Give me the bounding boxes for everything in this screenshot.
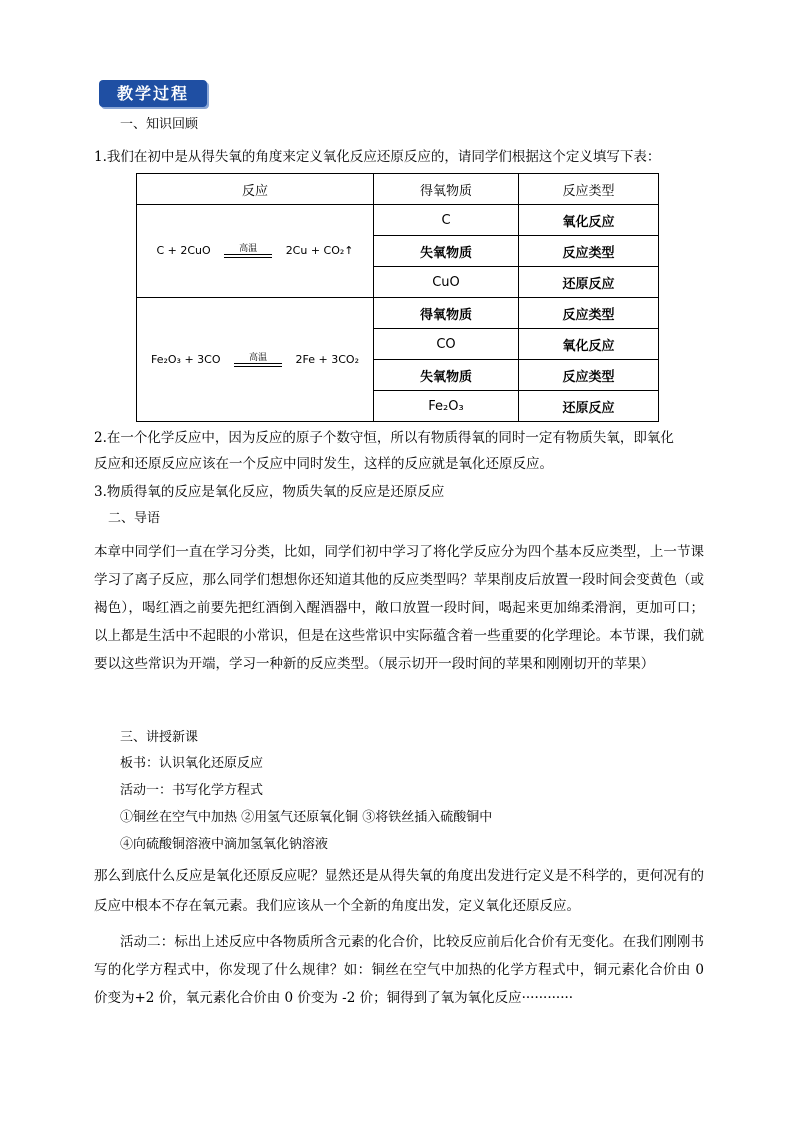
table-cell: C [374, 205, 519, 236]
equation-1 [137, 205, 374, 298]
table-row [137, 298, 659, 329]
table-header-row [137, 174, 659, 205]
table-cell: CuO [374, 267, 519, 298]
table-header: 反应类型 [519, 174, 659, 205]
table-cell: 氧化反应 [519, 329, 659, 360]
table-cell: 反应类型 [519, 360, 659, 391]
introduction-paragraph: 本章中同学们一直在学习分类，比如，同学们初中学习了将化学反应分为四个基本反应类型，上一节课学习了离子反应，那么同学们想想你还知道其他的反应类型吗？苹果削皮后放置一段时间会变黄色（或褐色），喝红酒之前要先把红酒倒入醒酒器中，敞口放置一段时间，喝起来更加绵柔滑润，更加可口；以上都是生活中不起眼的小常识，但是在这些常识中实际蕴含着一些重要的化学理论。本节课，我们就要以这些常识为开端，学习一种新的反应类型。（展示切开一段时间的苹果和刚刚切开的苹果） [94, 544, 704, 672]
table-cell: 反应类型 [519, 298, 659, 329]
table-cell: CO [374, 329, 519, 360]
definition-paragraph: 那么到底什么反应是氧化还原反应呢？显然还是从得失氧的角度出发进行定义是不科学的，更何况有的反应中根本不存在氧元素。我们应该从一个全新的角度出发，定义氧化还原反应。 [94, 868, 704, 914]
table-header: 得氧物质 [374, 174, 519, 205]
reaction-table [136, 173, 659, 422]
section-banner: 教学过程 [99, 80, 207, 107]
heading-review: 一、知识回顾 [120, 117, 199, 132]
table-cell: 失氧物质 [374, 236, 519, 267]
activity-2-paragraph: 活动二：标出上述反应中各物质所含元素的化合价，比较反应前后化合价有无变化。在我们刚刚书写的化学方程式中，你发现了什么规律？如：铜丝在空气中加热的化学方程式中，铜元素化合价由 0 价变为+2 价，氧元素化合价由 0 价变为 -2 价；铜得到了氧为氧化反应············ [94, 934, 704, 1006]
board-note: 板书：认识氧化还原反应 [120, 756, 264, 771]
table-header: 反应 [137, 174, 374, 205]
equation-2 [137, 298, 374, 422]
heading-new-lesson: 三、讲授新课 [120, 730, 199, 745]
condition-mark [228, 353, 288, 367]
equation-right: 2Cu + CO₂↑ [285, 244, 354, 257]
table-cell: 还原反应 [519, 267, 659, 298]
activity-1-list-1: ①铜丝在空气中加热 ②用氢气还原氧化铜 ③将铁丝插入硫酸铜中 [120, 810, 493, 825]
table-cell: 得氧物质 [374, 298, 519, 329]
review-item-1: 1.我们在初中是从得失氧的角度来定义氧化反应还原反应的，请同学们根据这个定义填写下表： [94, 149, 661, 165]
review-item-2-line-2: 反应和还原反应应该在一个反应中同时发生，这样的反应就是氧化还原反应。 [94, 456, 553, 472]
activity-1-title: 活动一：书写化学方程式 [120, 783, 264, 798]
table-cell: 反应类型 [519, 236, 659, 267]
equation-right: 2Fe + 3CO₂ [295, 352, 359, 366]
table-cell: Fe₂O₃ [374, 391, 519, 422]
review-item-3: 3.物质得氧的反应是氧化反应，物质失氧的反应是还原反应 [94, 484, 445, 500]
condition-text: 高温 [249, 352, 268, 363]
review-item-2-line-1: 2.在一个化学反应中，因为反应的原子个数守恒，所以有物质得氧的同时一定有物质失氧，即氧化 [94, 430, 674, 446]
activity-1-list-2: ④向硫酸铜溶液中滴加氢氧化钠溶液 [120, 837, 329, 852]
table-cell: 还原反应 [519, 391, 659, 422]
condition-mark [218, 244, 278, 258]
equation-left: Fe₂O₃ + 3CO [151, 352, 221, 366]
table-cell: 失氧物质 [374, 360, 519, 391]
equation-left: C + 2CuO [156, 244, 211, 257]
condition-text: 高温 [239, 244, 258, 254]
heading-introduction: 二、导语 [108, 511, 161, 526]
table-row [137, 205, 659, 236]
table-cell: 氧化反应 [519, 205, 659, 236]
